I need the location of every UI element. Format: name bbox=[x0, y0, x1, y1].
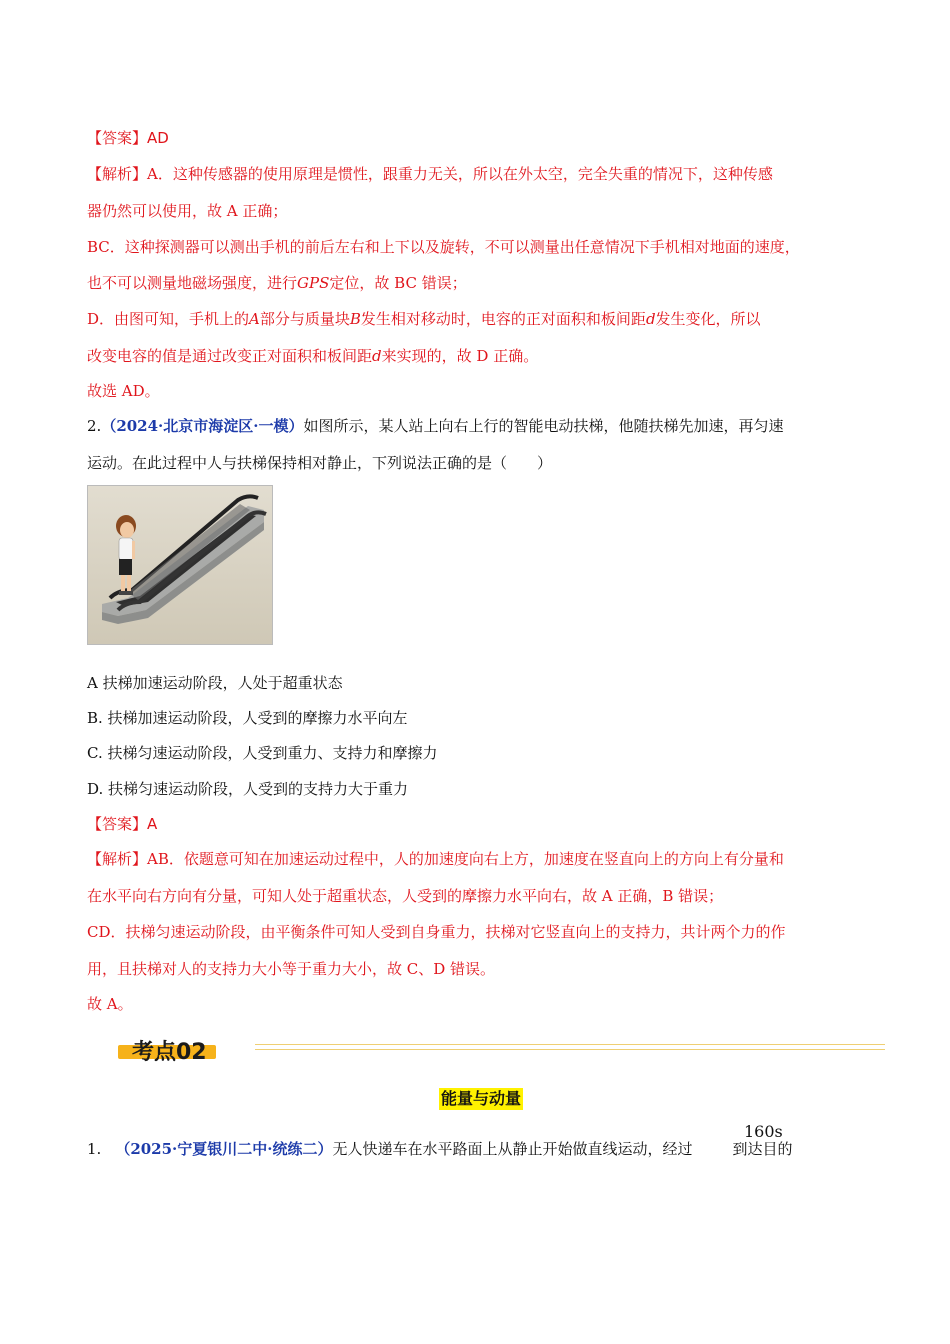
analysis-text: 发生变化，所以 bbox=[655, 310, 761, 328]
q2-option-b: B. 扶梯加速运动阶段，人受到的摩擦力水平向左 bbox=[87, 709, 408, 727]
q2-option-c: C. 扶梯匀速运动阶段，人受到重力、支持力和摩擦力 bbox=[87, 744, 438, 762]
header-divider-secondary bbox=[255, 1049, 885, 1050]
badge-text: 考点02 bbox=[132, 1040, 207, 1065]
question-source: （2025·宁夏银川二中·统练二） bbox=[115, 1140, 333, 1158]
kaodian-badge bbox=[118, 1035, 216, 1065]
q1-analysis-line-5 bbox=[87, 309, 761, 329]
analysis-text: 来实现的，故 D 正确。 bbox=[381, 347, 539, 365]
q2-answer-line bbox=[87, 814, 157, 834]
header-divider bbox=[255, 1044, 885, 1045]
q2-analysis-line-5: 故 A。 bbox=[87, 995, 133, 1013]
q2-option-d: D. 扶梯匀速运动阶段，人受到的支持力大于重力 bbox=[87, 780, 409, 798]
q2-stem-line-2: 运动。在此过程中人与扶梯保持相对静止，下列说法正确的是（ ） bbox=[87, 454, 553, 472]
var-d: d bbox=[645, 310, 656, 328]
question-number: 2. bbox=[87, 417, 102, 435]
analysis-text: 定位，故 BC 错误； bbox=[329, 274, 467, 292]
question-stem: 无人快递车在水平路面上从静止开始做直线运动，经过 bbox=[332, 1140, 693, 1158]
q1-answer-line bbox=[87, 128, 169, 148]
q2-option-a: A 扶梯加速运动阶段，人处于超重状态 bbox=[87, 674, 343, 692]
q1-analysis-line-1 bbox=[87, 164, 773, 184]
answer-value: A bbox=[147, 815, 158, 833]
q2-analysis-line-1 bbox=[87, 849, 784, 869]
section-title: 能量与动量 bbox=[441, 1089, 522, 1108]
analysis-text: 发生相对移动时，电容的正对面积和板间距 bbox=[360, 310, 646, 328]
q2-analysis-line-3: CD．扶梯匀速运动阶段，由平衡条件可知人受到自身重力，扶梯对它竖直向上的支持力，共计两个力的作 bbox=[87, 923, 786, 941]
q2-stem-line-1 bbox=[87, 416, 784, 436]
question-source: （2024·北京市海淀区·一模） bbox=[101, 417, 304, 435]
analysis-text: 部分与质量块 bbox=[259, 310, 350, 328]
var-d: d bbox=[372, 347, 382, 365]
escalator-figure bbox=[87, 485, 273, 645]
question-stem: 如图所示，某人站上向右上行的智能电动扶梯，他随扶梯先加速，再匀速 bbox=[303, 417, 784, 435]
analysis-text: 也不可以测量地磁场强度，进行 bbox=[87, 274, 298, 292]
q3-stem-line-1 bbox=[87, 1139, 793, 1159]
analysis-text: A．这种传感器的使用原理是惯性，跟重力无关，所以在外太空，完全失重的情况下，这种传感 bbox=[147, 165, 773, 183]
q1-analysis-line-2: 器仍然可以使用，故 A 正确； bbox=[87, 202, 288, 220]
escalator-illustration bbox=[88, 486, 272, 644]
var-B: B bbox=[349, 310, 361, 328]
time-value: 160s bbox=[744, 1122, 783, 1141]
analysis-label: 【解析】 bbox=[87, 165, 148, 183]
analysis-text: 改变电容的值是通过改变正对面积和板间距 bbox=[87, 347, 373, 365]
gps-term: GPS bbox=[297, 274, 330, 292]
q1-analysis-line-3: BC．这种探测器可以测出手机的前后左右和上下以及旋转，不可以测量出任意情况下手机相对地面的速度， bbox=[87, 238, 800, 256]
answer-label: 【答案】 bbox=[87, 129, 148, 147]
question-number: 1. bbox=[87, 1140, 102, 1158]
q1-analysis-line-7: 故选 AD。 bbox=[87, 382, 160, 400]
analysis-label: 【解析】 bbox=[87, 850, 148, 868]
q2-analysis-line-4: 用，且扶梯对人的支持力大小等于重力大小，故 C、D 错误。 bbox=[87, 960, 496, 978]
answer-value: AD bbox=[147, 129, 169, 147]
q1-analysis-line-4 bbox=[87, 273, 467, 293]
q1-analysis-line-6 bbox=[87, 346, 538, 366]
analysis-text: AB．依题意可知在加速运动过程中，人的加速度向右上方，加速度在竖直向上的方向上有分量和 bbox=[147, 850, 784, 868]
var-A: A bbox=[249, 310, 260, 328]
answer-label: 【答案】 bbox=[87, 815, 148, 833]
q2-analysis-line-2: 在水平向右方向有分量，可知人处于超重状态，人受到的摩擦力水平向右，故 A 正确，B 错误； bbox=[87, 887, 724, 905]
question-stem: 到达目的 bbox=[732, 1140, 793, 1158]
analysis-text: D．由图可知，手机上的 bbox=[87, 310, 250, 328]
